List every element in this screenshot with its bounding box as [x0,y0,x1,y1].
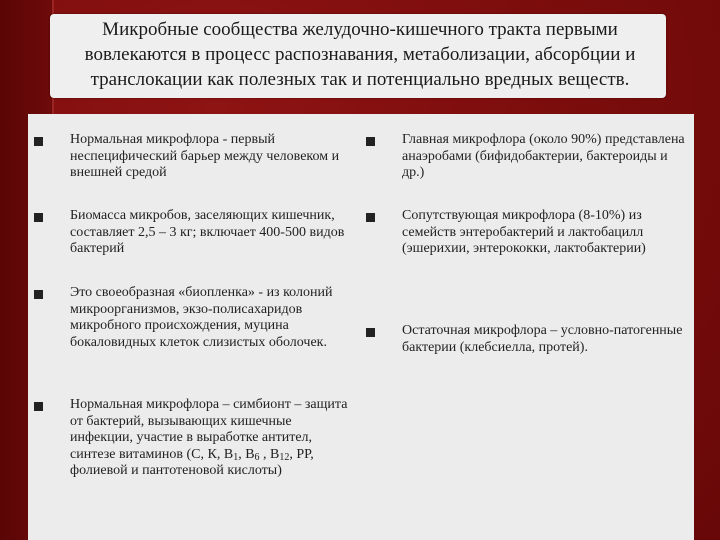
vitamin-subscript: 6 [254,451,260,463]
list-item-text [70,397,354,480]
list-item-left-4 [34,397,354,480]
list-item-text: Главная микрофлора (около 90%) представлена анаэробами (бифидобактерии, бактероиды и др.) [402,132,685,180]
text-part: , РР, фолиевой и пантотеновой кислоты) [70,446,314,478]
slide-title: Микробные сообщества желудочно-кишечного тракта первыми вовлекаются в процесс распознавания, метаболизации, абсорбции и транслокации как полезных так и потенциально вредных веществ. [84,19,636,90]
square-bullet-icon [34,290,43,299]
list-item-text: Остаточная микрофлора – условно-патогенные бактерии (клебсиелла, протей). [402,323,683,355]
list-item-left-3 [34,285,354,351]
list-item-right-3 [366,323,686,356]
square-bullet-icon [366,213,375,222]
list-item-text: Это своеобразная «биопленка» - из колоний микроорганизмов, экзо-полисахаридов микробного происхождения, муцина бокаловидных клеток слизистых оболочек. [70,285,333,350]
text-part: , В [259,446,280,462]
square-bullet-icon [366,328,375,337]
square-bullet-icon [34,137,43,146]
vitamin-subscript: 12 [279,451,290,463]
list-item-left-2 [34,208,354,258]
list-item-text: Биомасса микробов, заселяющих кишечник, составляет 2,5 – 3 кг; включает 400-500 видов бактерий [70,208,345,256]
vitamin-subscript: 1 [233,451,239,463]
list-item-text: Нормальная микрофлора - первый неспецифический барьер между человеком и внешней средой [70,132,340,180]
text-part: , В [238,446,255,462]
list-item-right-2 [366,208,686,258]
text-part: Нормальная микрофлора – симбионт – защита от бактерий, вызывающих кишечные инфекции, участие в выработке антител, синтезе витаминов (С, К, В [70,397,348,462]
square-bullet-icon [366,137,375,146]
square-bullet-icon [34,402,43,411]
square-bullet-icon [34,213,43,222]
list-item-left-1 [34,132,354,182]
list-item-text: Сопутствующая микрофлора (8-10%) из семейств энтеробактерий и лактобацилл (эшерихии, энтерококки, лактобактерии) [402,208,646,256]
list-item-right-1 [366,132,686,182]
